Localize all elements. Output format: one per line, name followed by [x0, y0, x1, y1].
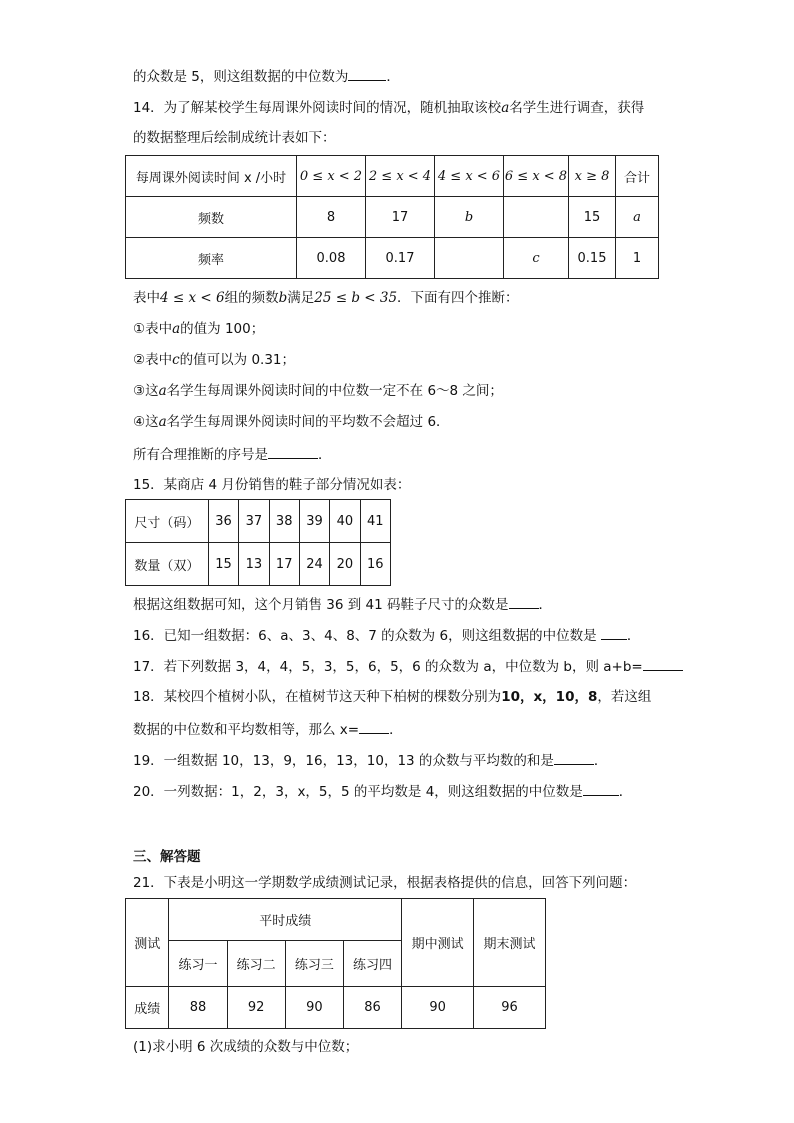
answer-blank — [359, 719, 389, 734]
q20: 20．一列数据：1，2，3，x，5，5 的平均数是 4，则这组数据的中位数是 ． — [133, 781, 632, 801]
q18-line2: 数据的中位数和平均数相等，那么 x= ． — [133, 719, 403, 739]
reading-time-table — [125, 155, 659, 279]
table-row: 频数 8 17 b 15 a — [126, 197, 659, 238]
table-row: 成绩 88 92 90 86 90 96 — [126, 987, 546, 1029]
section-title: 三、解答题 — [133, 849, 201, 865]
table-row: 数量（双） 15 13 17 24 20 16 — [126, 543, 391, 586]
q18-line1: 18．某校四个植树小队，在植树节这天种下柏树的棵数分别为10，x，10，8，若这组 — [133, 689, 652, 705]
answer-blank — [554, 750, 594, 765]
shoe-size-table — [125, 499, 391, 586]
answer-blank — [643, 656, 683, 671]
table-row: 尺寸（码） 36 37 38 39 40 41 — [126, 500, 391, 543]
q14-line2: 的数据整理后绘制成统计表如下： — [133, 130, 336, 146]
q14-item-1: ①表中a的值为 100； — [133, 321, 265, 337]
q14-item-2: ②表中c的值可以为 0.31； — [133, 352, 296, 368]
score-table — [125, 898, 546, 1029]
q17: 17．若下列数据 3，4，4，5，3，5，6，5，6 的众数为 a，中位数为 b，则 a+b= — [133, 656, 683, 676]
answer-blank — [268, 444, 318, 459]
q13-tail: 的众数是 5，则这组数据的中位数为 ． — [133, 66, 400, 86]
answer-blank — [509, 594, 539, 609]
answer-blank — [583, 781, 619, 796]
answer-blank — [601, 625, 627, 640]
q19: 19．一组数据 10，13，9，16，13，10，13 的众数与平均数的和是 ． — [133, 750, 607, 770]
q14-condition: 表中4 ≤ x < 6组的频数b满足25 ≤ b < 35．下面有四个推断： — [133, 290, 519, 306]
table-row: 练习一 练习二 练习三 练习四 — [126, 941, 546, 987]
table-row: 测试 平时成绩 期中测试 期末测试 — [126, 899, 546, 941]
q15-ask: 根据这组数据可知，这个月销售 36 到 41 码鞋子尺寸的众数是 ． — [133, 594, 552, 614]
table-row: 频率 0.08 0.17 c 0.15 1 — [126, 238, 659, 279]
q21-sub1: (1)求小明 6 次成绩的众数与中位数； — [133, 1039, 359, 1055]
q15-intro: 15．某商店 4 月份销售的鞋子部分情况如表： — [133, 477, 411, 493]
q14-item-3: ③这a名学生每周课外阅读时间的中位数一定不在 6～8 之间； — [133, 383, 503, 399]
table-row: 每周课外阅读时间 x /小时 0 ≤ x < 2 2 ≤ x < 4 4 ≤ x < 6 6 ≤ x < 8 x ≥ 8 合计 — [126, 156, 659, 197]
q14-line1: 14．为了解某校学生每周课外阅读时间的情况，随机抽取该校a名学生进行调查，获得 — [133, 100, 645, 116]
answer-blank — [348, 66, 386, 81]
q16: 16．已知一组数据：6、a、3、4、8、7 的众数为 6，则这组数据的中位数是 ． — [133, 625, 640, 645]
q14-item-4: ④这a名学生每周课外阅读时间的平均数不会超过 6． — [133, 414, 450, 430]
q21-intro: 21．下表是小明这一学期数学成绩测试记录，根据表格提供的信息，回答下列问题： — [133, 875, 637, 891]
q14-ask: 所有合理推断的序号是 ． — [133, 444, 332, 464]
